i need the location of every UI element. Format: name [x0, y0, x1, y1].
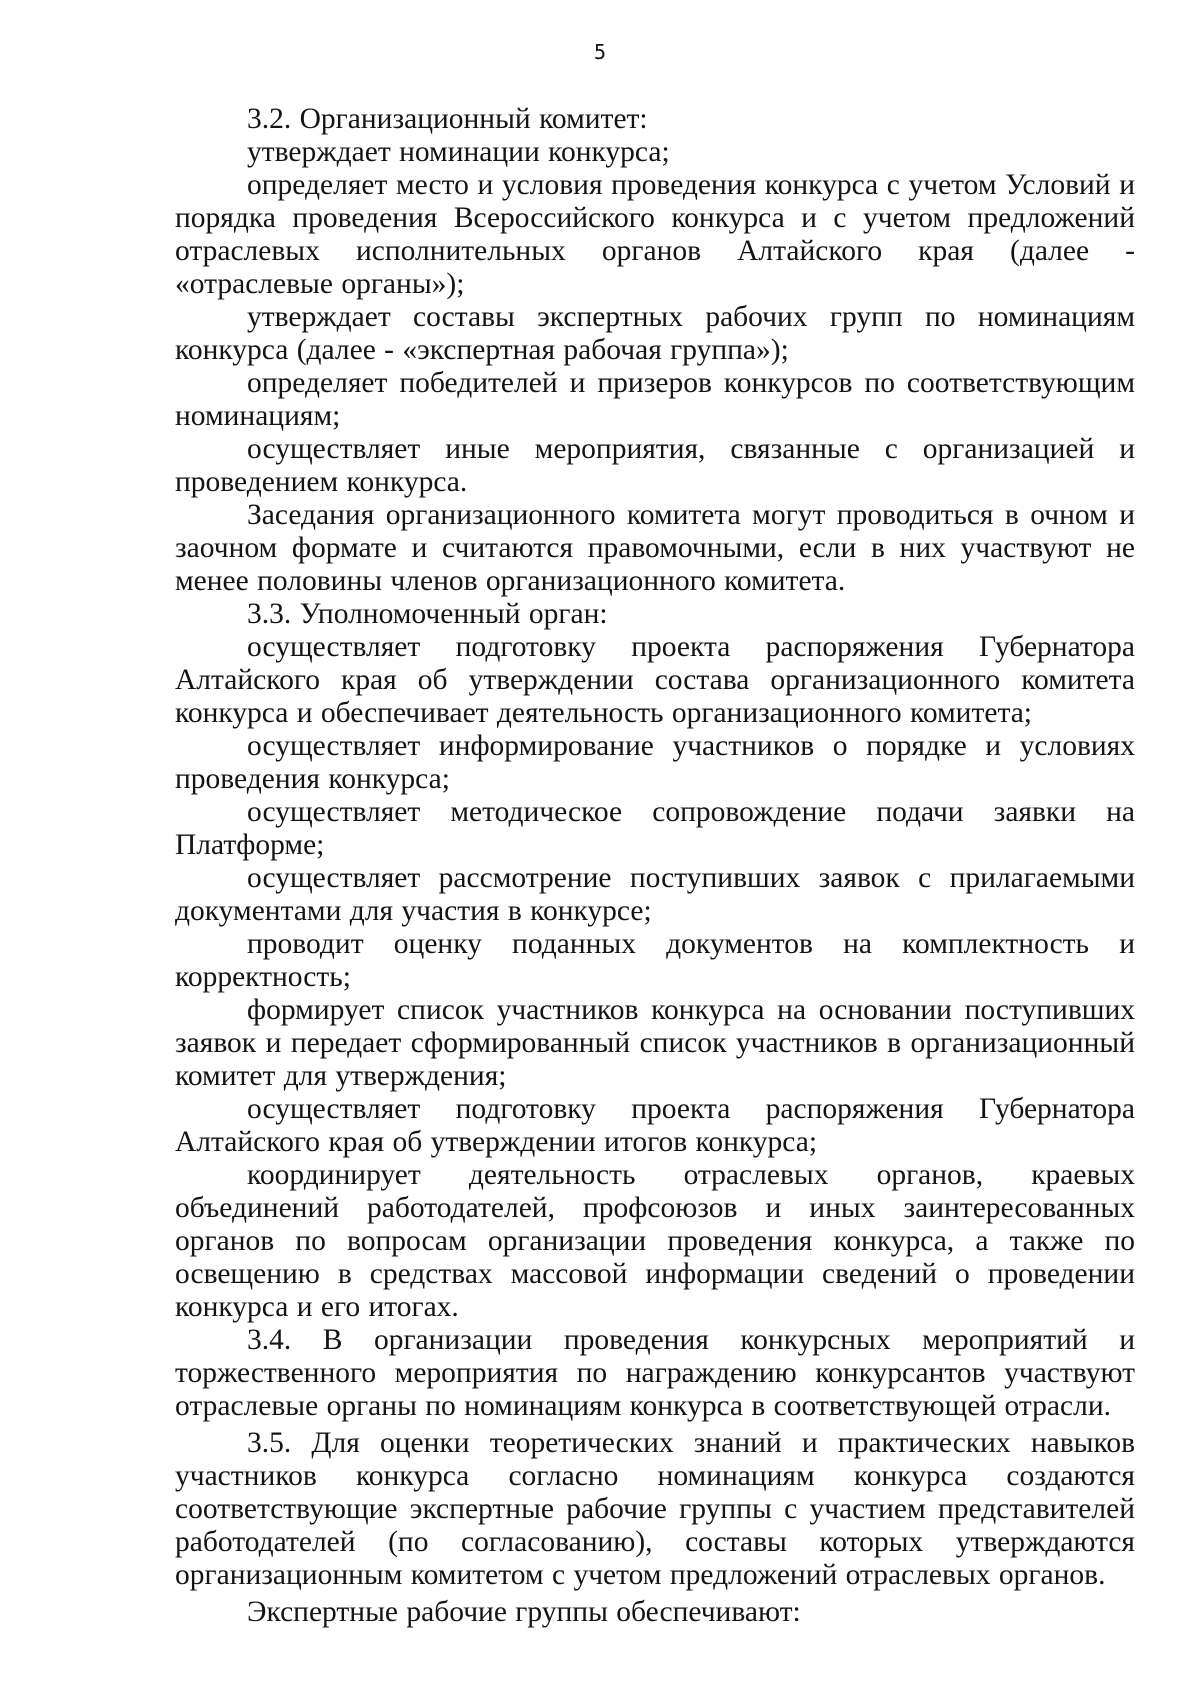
document-body [175, 103, 1135, 1629]
paragraph-approves-nominations: утверждает номинации конкурса; [247, 136, 670, 168]
paragraph-informs-participants: осуществляет информирование участников о порядке и условиях проведения конкурса; [175, 730, 1135, 795]
paragraph-reviews-applications: осуществляет рассмотрение поступивших заявок с прилагаемыми документами для участия в конкурсе; [175, 862, 1135, 927]
paragraph-expert-groups-provide: Экспертные рабочие группы обеспечивают: [247, 1596, 801, 1628]
paragraph-3-4: 3.4. В организации проведения конкурсных мероприятий и торжественного мероприятия по награждению конкурсантов участвуют отраслевые органы по номинациям конкурса в соответствующей отрасли. [175, 1324, 1135, 1422]
paragraph-methodical-support: осуществляет методическое сопровождение подачи заявки на Платформе; [175, 796, 1135, 861]
paragraph-prepares-order-results: осуществляет подготовку проекта распоряжения Губернатора Алтайского края об утверждении итогов конкурса; [175, 1093, 1135, 1158]
paragraph-defines-winners: определяет победителей и призеров конкурсов по соответствующим номинациям; [175, 367, 1135, 432]
paragraph-forms-participant-list: формирует список участников конкурса на основании поступивших заявок и передает сформированный список участников в организационный комитет для утверждения; [175, 994, 1135, 1092]
page-number: 5 [593, 40, 607, 64]
paragraph-3-2-heading: 3.2. Организационный комитет: [247, 103, 648, 135]
paragraph-coordinates-activities: координирует деятельность отраслевых органов, краевых объединений работодателей, профсоюзов и иных заинтересованных органов по вопросам организации проведения конкурса, а также по освещению в средствах массовой информации сведений о проведении конкурса и его итогах. [175, 1159, 1135, 1323]
paragraph-3-3-heading: 3.3. Уполномоченный орган: [247, 598, 608, 630]
paragraph-committee-meetings: Заседания организационного комитета могут проводиться в очном и заочном формате и считаются правомочными, если в них участвуют не менее половины членов организационного комитета. [175, 499, 1135, 597]
paragraph-evaluates-documents: проводит оценку поданных документов на комплектность и корректность; [175, 928, 1135, 993]
paragraph-3-5: 3.5. Для оценки теоретических знаний и практических навыков участников конкурса согласно номинациям конкурса создаются соответствующие экспертные рабочие группы с участием представителей работодателей (по согласованию), составы которых утверждаются организационным комитетом с учетом предложений отраслевых органов. [175, 1427, 1135, 1591]
paragraph-defines-place-conditions: определяет место и условия проведения конкурса с учетом Условий и порядка проведения Всероссийского конкурса и с учетом предложений отраслевых исполнительных органов Алтайского края (далее - «отраслевые органы»); [175, 169, 1135, 300]
paragraph-approves-expert-groups: утверждает составы экспертных рабочих групп по номинациям конкурса (далее - «экспертная рабочая группа»); [175, 301, 1135, 366]
paragraph-prepares-order-committee: осуществляет подготовку проекта распоряжения Губернатора Алтайского края об утверждении состава организационного комитета конкурса и обеспечивает деятельность организационного комитета; [175, 631, 1135, 729]
paragraph-other-activities: осуществляет иные мероприятия, связанные с организацией и проведением конкурса. [175, 433, 1135, 498]
